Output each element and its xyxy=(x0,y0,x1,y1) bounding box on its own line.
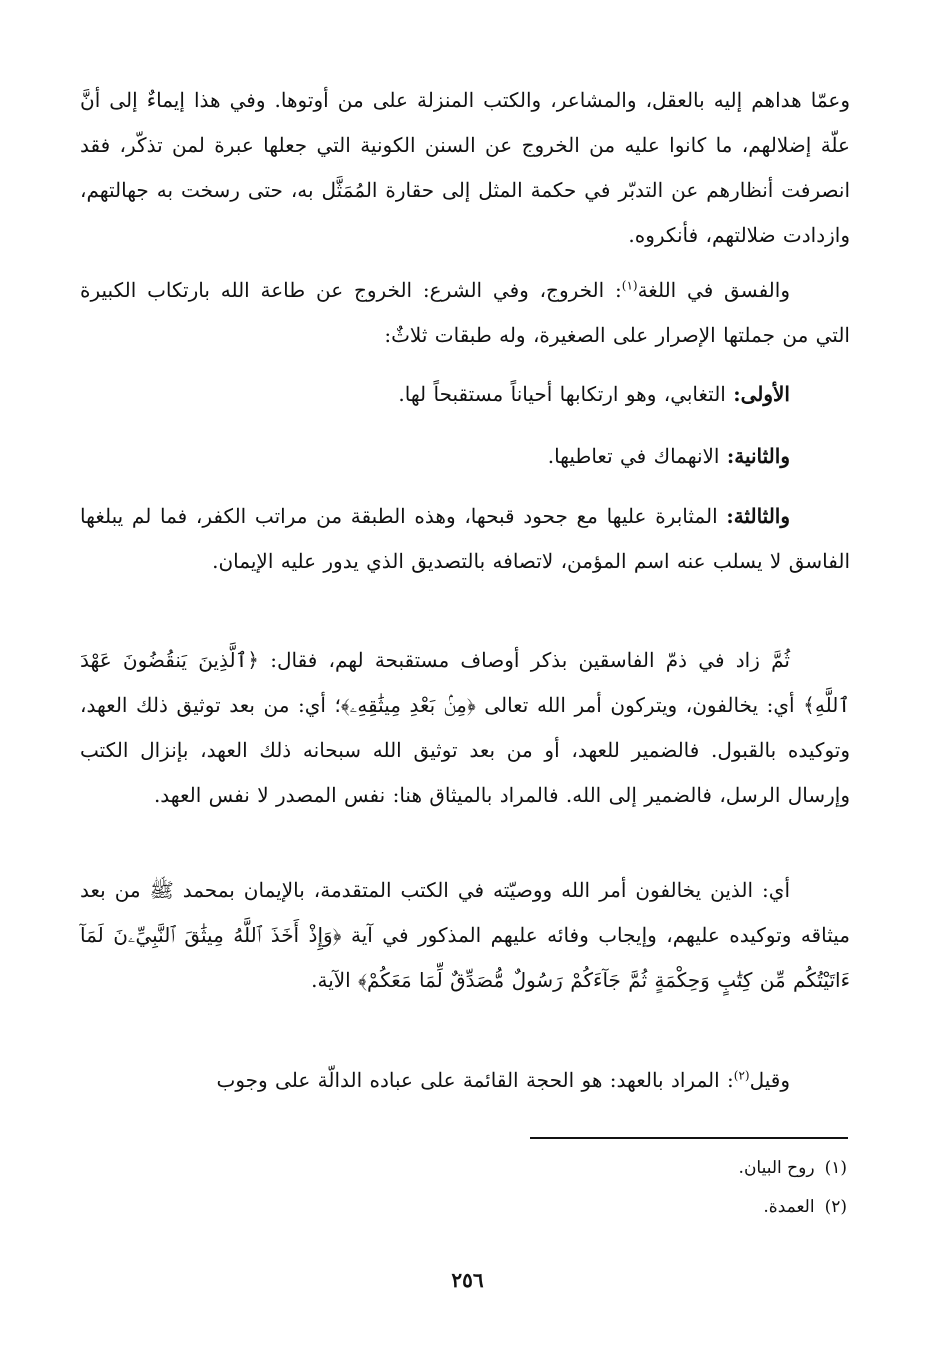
level-2-label: والثانية: xyxy=(726,444,790,468)
paragraph-level-3 xyxy=(80,494,850,584)
paragraph-7-text-b: الآية. xyxy=(311,968,359,992)
level-1-label: الأولى: xyxy=(733,382,790,406)
paragraph-6-text-c: ؛ أي: من بعد توثيق ذلك العهد، وتوكيده بالقبول. فالضمير للعهد، أو من بعد توثيق الله سبحانه ذلك العهد، بإنزال الكتب وإرسال الرسل، فالضمير إلى الله. فالمراد بالميثاق هنا: نفس المصدر لا نفس العهد. xyxy=(80,693,850,807)
quran-quote-1: ﴿ٱلَّذِينَ يَنقُضُونَ عَهْدَ ٱللَّهِ﴾ xyxy=(80,648,850,717)
footnote-ref-2: (٢) xyxy=(733,1068,750,1083)
paragraph-level-1 xyxy=(80,372,850,417)
footnote-2 xyxy=(447,1195,847,1219)
paragraph-7-text-a: أي: الذين يخالفون أمر الله ووصيّته في الكتب المتقدمة، بالإيمان بمحمد ﷺ من بعد ميثاقه وتوكيده عليهم، وإيجاب وفائه عليهم المذكور في آية xyxy=(80,878,850,947)
paragraph-qila xyxy=(80,1058,850,1103)
paragraph-6-text-a: ثُمَّ زاد في ذمّ الفاسقين بذكر أوصاف مستقبحة لهم، فقال: xyxy=(259,648,790,672)
paragraph-fasiqin xyxy=(80,638,850,818)
footnote-1-number: (١) xyxy=(824,1158,847,1178)
footnote-1-text: روح البيان. xyxy=(738,1158,815,1178)
level-1-text: التغابي، وهو ارتكابها أحياناً مستقبحاً لها. xyxy=(398,382,734,406)
paragraph-covenant xyxy=(80,868,850,1003)
level-3-text: المثابرة عليها مع جحود قبحها، وهذه الطبقة من مراتب الكفر، فما لم يبلغها الفاسق لا يسلب عنه اسم المؤمن، لاتصافه بالتصديق الذي يدور عليه الإيمان. xyxy=(80,504,850,573)
quran-quote-2: ﴿مِنۢ بَعْدِ مِيثَٰقِهِۦ﴾ xyxy=(340,693,476,717)
paragraph-fisq-definition xyxy=(80,268,850,358)
footnote-2-text: العمدة. xyxy=(763,1197,815,1217)
page-number: ٢٥٦ xyxy=(451,1268,484,1292)
quran-quote-3: ﴿وَإِذْ أَخَذَ ٱللَّهُ مِيثَٰقَ ٱلنَّبِيِّۦنَ لَمَآ ءَاتَيْتُكُم مِّن كِتَٰبٍ وَحِكْمَةٍ ثُمَّ جَآءَكُمْ رَسُولٌ مُّصَدِّقٌ لِّمَا مَعَكُمْ﴾ xyxy=(80,923,850,992)
paragraph-1 xyxy=(80,78,850,258)
paragraph-6-text-b: أي: يخالفون، ويتركون أمر الله تعالى xyxy=(475,693,804,717)
paragraph-2-text-a: والفسق في اللغة xyxy=(637,278,790,302)
footnote-divider xyxy=(530,1137,848,1139)
footnote-1 xyxy=(447,1156,847,1180)
paragraph-1-text: وعمّا هداهم إليه بالعقل، والمشاعر، والكتب المنزلة على من أوتوها. وفي هذا إيماءٌ إلى أنَّ علّة إضلالهم، ما كانوا عليه من الخروج عن السنن الكونية التي جعلها عبرة لمن تذكّر، فقد انصرفت أنظارهم عن التدبّر في حكمة المثل إلى حقارة المُمَثَّل به، حتى رسخت به جهالتهم، وازدادت ضلالتهم، فأنكروه. xyxy=(80,88,851,247)
footnote-ref-1: (١) xyxy=(621,278,638,293)
level-2-text: الانهماك في تعاطيها. xyxy=(547,444,727,468)
paragraph-8-text-b: : المراد بالعهد: هو الحجة القائمة على عباده الدالّة على وجوب xyxy=(216,1068,734,1092)
paragraph-level-2 xyxy=(80,434,850,479)
footnote-2-number: (٢) xyxy=(824,1197,847,1217)
paragraph-2-text-b: : الخروج، وفي الشرع: الخروج عن طاعة الله بارتكاب الكبيرة التي من جملتها الإصرار على الصغيرة، وله طبقات ثلاثٌ: xyxy=(80,278,850,347)
level-3-label: والثالثة: xyxy=(726,504,790,528)
paragraph-8-text-a: وقيل xyxy=(749,1068,790,1092)
